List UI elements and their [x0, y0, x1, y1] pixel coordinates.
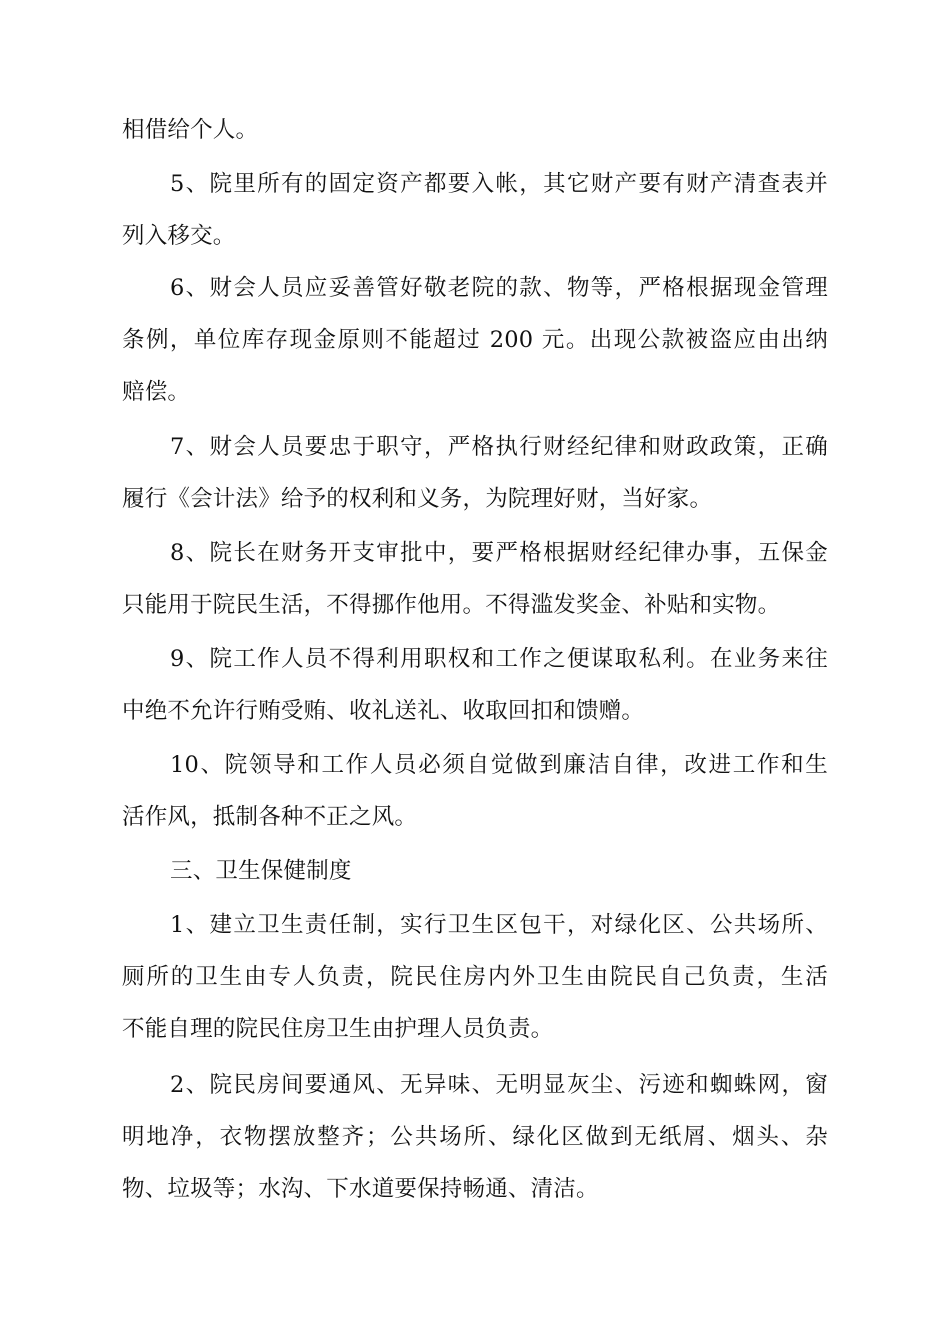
paragraph-line: 10、院领导和工作人员必须自觉做到廉洁自律，改进工作和生 — [170, 752, 828, 778]
paragraph-line: 5、院里所有的固定资产都要入帐，其它财产要有财产清查表并 — [170, 171, 828, 197]
paragraph-line: 9、院工作人员不得利用职权和工作之便谋取私利。在业务来往 — [170, 646, 828, 672]
paragraph-line: 条例，单位库存现金原则不能超过 200 元。出现公款被盗应由出纳 — [122, 327, 828, 353]
paragraph-line: 厕所的卫生由专人负责，院民住房内外卫生由院民自己负责，生活 — [122, 964, 828, 990]
paragraph-line: 只能用于院民生活，不得挪作他用。不得滥发奖金、补贴和实物。 — [122, 592, 781, 618]
paragraph-line: 1、建立卫生责任制，实行卫生区包干，对绿化区、公共场所、 — [170, 912, 828, 938]
paragraph-line: 相借给个人。 — [122, 117, 259, 143]
paragraph-line: 7、财会人员要忠于职守，严格执行财经纪律和财政政策，正确 — [170, 434, 828, 460]
paragraph-line: 明地净，衣物摆放整齐；公共场所、绿化区做到无纸屑、烟头、杂 — [122, 1124, 828, 1150]
paragraph-line: 2、院民房间要通风、无异味、无明显灰尘、污迹和蜘蛛网，窗 — [170, 1072, 828, 1098]
paragraph-line: 履行《会计法》给予的权利和义务，为院理好财，当好家。 — [122, 486, 713, 512]
paragraph-line: 中绝不允许行贿受贿、收礼送礼、收取回扣和馈赠。 — [122, 698, 645, 724]
paragraph-line: 8、院长在财务开支审批中，要严格根据财经纪律办事，五保金 — [170, 540, 828, 566]
paragraph-line: 列入移交。 — [122, 223, 236, 249]
section-heading: 三、卫生保健制度 — [170, 858, 352, 884]
paragraph-line: 物、垃圾等；水沟、下水道要保持畅通、清洁。 — [122, 1176, 599, 1202]
paragraph-line: 6、财会人员应妥善管好敬老院的款、物等，严格根据现金管理 — [170, 275, 828, 301]
paragraph-line: 活作风，抵制各种不正之风。 — [122, 804, 418, 830]
paragraph-line: 赔偿。 — [122, 379, 191, 405]
paragraph-line: 不能自理的院民住房卫生由护理人员负责。 — [122, 1016, 554, 1042]
